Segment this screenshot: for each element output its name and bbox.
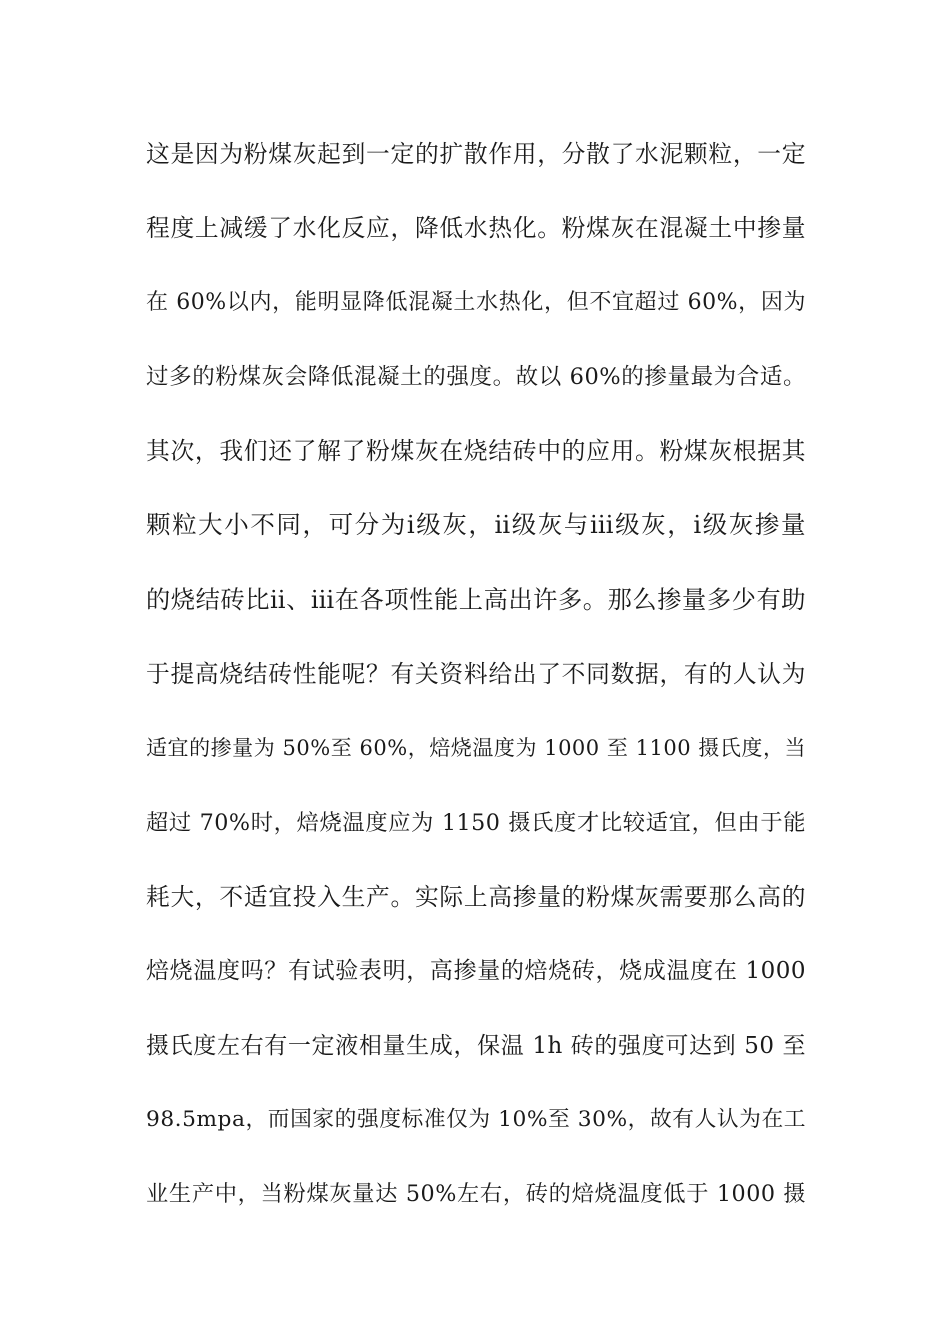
text-line: 焙烧温度吗？有试验表明，高掺量的焙烧砖，烧成温度在 1000 [146, 958, 806, 985]
text-line: 这是因为粉煤灰起到一定的扩散作用，分散了水泥颗粒，一定 [146, 140, 806, 168]
text-line: 98.5mpa，而国家的强度标准仅为 10%至 30%，故有人认为在工 [146, 1106, 806, 1132]
text-line: 耗大，不适宜投入生产。实际上高掺量的粉煤灰需要那么高的 [146, 882, 806, 911]
text-line: 于提高烧结砖性能呢？有关资料给出了不同数据，有的人认为 [146, 660, 806, 689]
text-line: 其次，我们还了解了粉煤灰在烧结砖中的应用。粉煤灰根据其 [146, 437, 806, 466]
text-line: 适宜的掺量为 50%至 60%，焙烧温度为 1000 至 1100 摄氏度，当 [146, 736, 806, 761]
text-line: 颗粒大小不同，可分为ⅰ级灰，ⅱ级灰与ⅲ级灰，ⅰ级灰掺量 [146, 510, 806, 540]
text-line: 业生产中，当粉煤灰量达 50%左右，砖的焙烧温度低于 1000 摄 [146, 1181, 806, 1208]
text-line: 在 60%以内，能明显降低混凝土水热化，但不宜超过 60%，因为 [146, 289, 806, 315]
text-line: 超过 70%时，焙烧温度应为 1150 摄氏度才比较适宜，但由于能 [146, 809, 806, 836]
text-line: 程度上减缓了水化反应，降低水热化。粉煤灰在混凝土中掺量 [146, 214, 806, 243]
text-line: 的烧结砖比ⅱ、ⅲ在各项性能上高出许多。那么掺量多少有助 [146, 584, 806, 614]
text-line: 摄氏度左右有一定液相量生成，保温 1h 砖的强度可达到 50 至 [146, 1032, 806, 1059]
body-text [146, 132, 806, 1246]
text-line: 过多的粉煤灰会降低混凝土的强度。故以 60%的掺量最为合适。 [146, 363, 806, 390]
